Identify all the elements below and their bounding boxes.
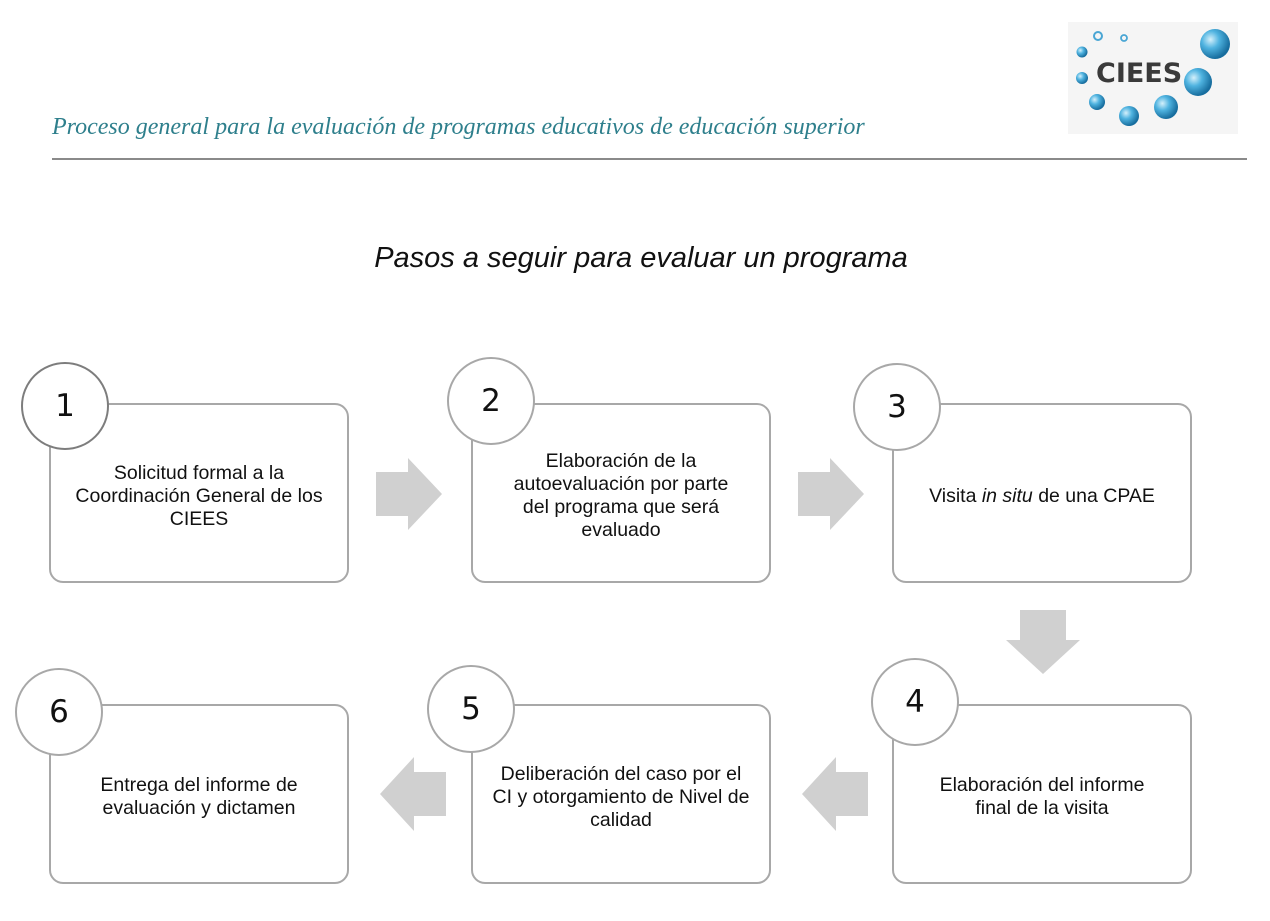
step-5-box bbox=[471, 704, 771, 884]
step-4-number: 4 bbox=[871, 658, 959, 746]
arrow-down-icon bbox=[1006, 610, 1080, 674]
document-header-title: Proceso general para la evaluación de programas educativos de educación superior bbox=[52, 114, 865, 140]
step-6-number: 6 bbox=[15, 668, 103, 756]
step-2-text: Elaboración de la autoevaluación por parte del programa que será evaluado bbox=[513, 450, 729, 541]
ciees-logo bbox=[1068, 22, 1238, 134]
arrow-left-icon bbox=[380, 757, 446, 831]
step-2-number: 2 bbox=[447, 357, 535, 445]
step-3-number: 3 bbox=[853, 363, 941, 451]
step-1-text: Solicitud formal a la Coordinación General de los CIEES bbox=[75, 461, 323, 530]
step-3-box bbox=[892, 403, 1192, 583]
step-3-text bbox=[929, 485, 1155, 508]
step-5-number: 5 bbox=[427, 665, 515, 753]
step-3-text-after: de una CPAE bbox=[1032, 484, 1155, 507]
step-3-text-before: Visita bbox=[929, 484, 982, 507]
diagram-title: Pasos a seguir para evaluar un programa bbox=[374, 242, 908, 274]
header-divider bbox=[52, 158, 1247, 160]
step-1-number: 1 bbox=[21, 362, 109, 450]
step-3-text-italic: in situ bbox=[981, 484, 1033, 507]
logo-text: CIEES bbox=[1096, 58, 1183, 89]
step-4-text: Elaboración del informe final de la visita bbox=[939, 774, 1145, 819]
step-6-text: Entrega del informe de evaluación y dictamen bbox=[100, 774, 298, 819]
step-5-text: Deliberación del caso por el CI y otorgamiento de Nivel de calidad bbox=[492, 762, 750, 831]
arrow-right-icon bbox=[798, 458, 864, 530]
arrow-left-icon bbox=[802, 757, 868, 831]
arrow-right-icon bbox=[376, 458, 442, 530]
